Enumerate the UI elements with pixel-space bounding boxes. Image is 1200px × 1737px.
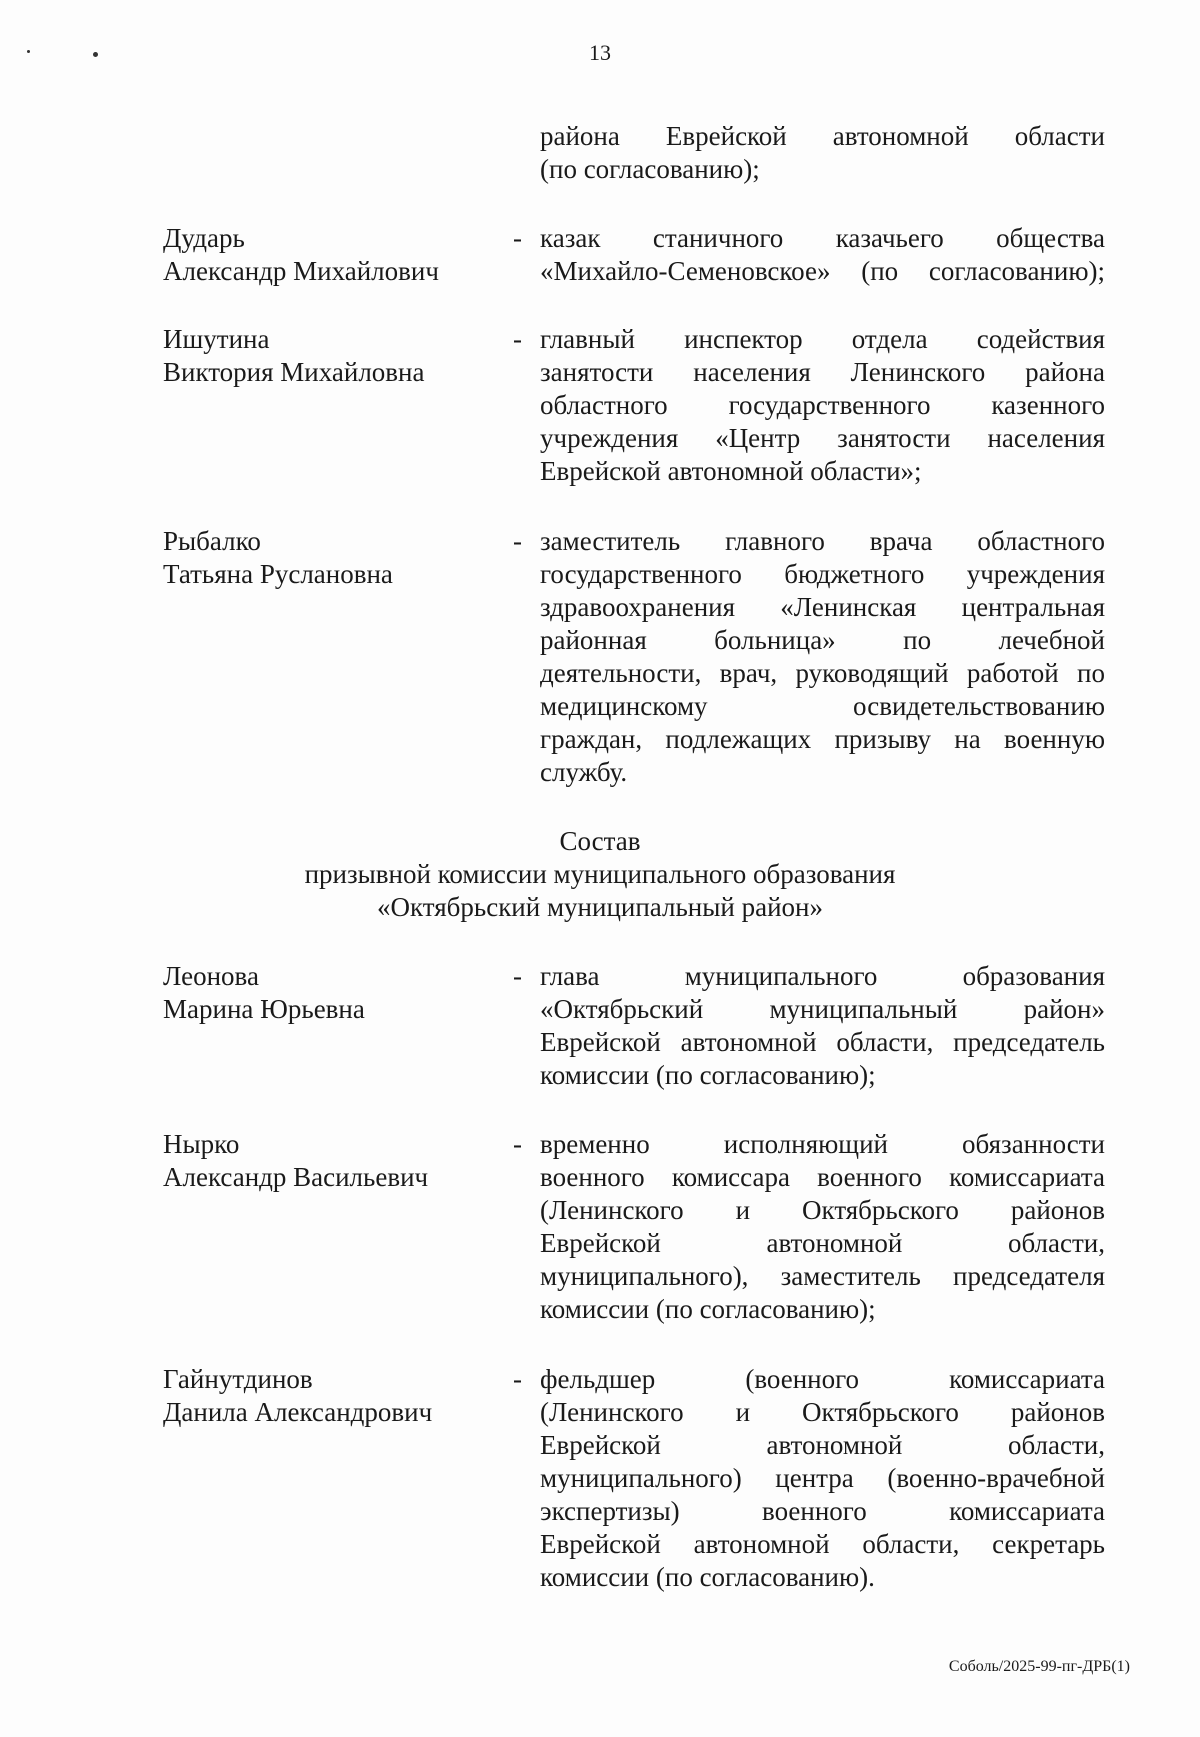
member-name bbox=[163, 1363, 493, 1429]
description-line: Еврейской автономной области»; bbox=[540, 456, 922, 486]
description-line: «Михайло-Семеновское» (по согласованию); bbox=[540, 256, 1105, 286]
description-line: экспертизы) военного комиссариата bbox=[540, 1496, 1105, 1526]
description-line: деятельности, врач, руководящий работой по bbox=[540, 658, 1105, 688]
entry-description bbox=[540, 1128, 1105, 1326]
member-surname: Нырко bbox=[163, 1129, 240, 1159]
member-name bbox=[163, 222, 493, 288]
description-line: глава муниципального образования bbox=[540, 961, 1105, 991]
description-line: (Ленинского и Октябрьского районов bbox=[540, 1397, 1105, 1427]
member-surname: Гайнутдинов bbox=[163, 1364, 313, 1394]
member-given-names: Александр Михайлович bbox=[163, 256, 439, 286]
description-line: фельдшер (военного комиссариата bbox=[540, 1364, 1105, 1394]
member-name bbox=[163, 323, 493, 389]
section-heading-subtitle: «Октябрьский муниципальный район» bbox=[377, 892, 823, 922]
member-given-names: Данила Александрович bbox=[163, 1397, 433, 1427]
description-line: «Октябрьский муниципальный район» bbox=[540, 994, 1105, 1024]
description-line: района Еврейской автономной области bbox=[540, 121, 1105, 151]
section-heading-title: Состав bbox=[559, 826, 641, 856]
description-line: комиссии (по согласованию). bbox=[540, 1562, 875, 1592]
document-reference-code: Соболь/2025-99-пг-ДРБ(1) bbox=[948, 1658, 1130, 1675]
description-line: муниципального), заместитель председателя bbox=[540, 1261, 1105, 1291]
member-surname: Рыбалко bbox=[163, 526, 261, 556]
description-line: комиссии (по согласованию); bbox=[540, 1294, 876, 1324]
section-heading-subtitle: призывной комиссии муниципального образования bbox=[304, 859, 896, 889]
description-line: комиссии (по согласованию); bbox=[540, 1060, 876, 1090]
member-surname: Леонова bbox=[163, 961, 259, 991]
entry-description bbox=[540, 1363, 1105, 1594]
member-given-names: Татьяна Руслановна bbox=[163, 559, 393, 589]
entry-dash: - bbox=[513, 223, 522, 253]
description-line: учреждения «Центр занятости населения bbox=[540, 423, 1105, 453]
member-name bbox=[163, 525, 493, 591]
description-line: заместитель главного врача областного bbox=[540, 526, 1105, 556]
description-line: граждан, подлежащих призыву на военную bbox=[540, 724, 1105, 754]
entry-description bbox=[540, 120, 1105, 186]
member-given-names: Виктория Михайловна bbox=[163, 357, 425, 387]
member-given-names: Марина Юрьевна bbox=[163, 994, 365, 1024]
description-line: районная больница» по лечебной bbox=[540, 625, 1105, 655]
member-given-names: Александр Васильевич bbox=[163, 1162, 429, 1192]
entry-dash: - bbox=[513, 526, 522, 556]
entry-dash: - bbox=[513, 324, 522, 354]
member-name bbox=[163, 960, 493, 1026]
description-line: временно исполняющий обязанности bbox=[540, 1129, 1105, 1159]
description-line: занятости населения Ленинского района bbox=[540, 357, 1105, 387]
description-line: (Ленинского и Октябрьского районов bbox=[540, 1195, 1105, 1225]
description-line: государственного бюджетного учреждения bbox=[540, 559, 1105, 589]
entry-dash: - bbox=[513, 961, 522, 991]
description-line: главный инспектор отдела содействия bbox=[540, 324, 1105, 354]
entry-description bbox=[540, 960, 1105, 1092]
description-line: Еврейской автономной области, bbox=[540, 1430, 1105, 1460]
entry-description bbox=[540, 525, 1105, 789]
description-line: военного комиссара военного комиссариата bbox=[540, 1162, 1105, 1192]
description-line: службу. bbox=[540, 757, 628, 787]
description-line: (по согласованию); bbox=[540, 154, 760, 184]
description-line: областного государственного казенного bbox=[540, 390, 1105, 420]
description-line: Еврейской автономной области, bbox=[540, 1228, 1105, 1258]
description-line: здравоохранения «Ленинская центральная bbox=[540, 592, 1105, 622]
entry-description bbox=[540, 323, 1105, 488]
member-surname: Ишутина bbox=[163, 324, 270, 354]
description-line: казак станичного казачьего общества bbox=[540, 223, 1105, 253]
entry-dash: - bbox=[513, 1364, 522, 1394]
description-line: медицинскому освидетельствованию bbox=[540, 691, 1105, 721]
entry-dash: - bbox=[513, 1129, 522, 1159]
member-name bbox=[163, 1128, 493, 1194]
description-line: муниципального) центра (военно-врачебной bbox=[540, 1463, 1105, 1493]
member-surname: Дударь bbox=[163, 223, 245, 253]
page-number: 13 bbox=[589, 40, 611, 65]
entry-description bbox=[540, 222, 1105, 288]
description-line: Еврейской автономной области, председатель bbox=[540, 1027, 1105, 1057]
description-line: Еврейской автономной области, секретарь bbox=[540, 1529, 1105, 1559]
